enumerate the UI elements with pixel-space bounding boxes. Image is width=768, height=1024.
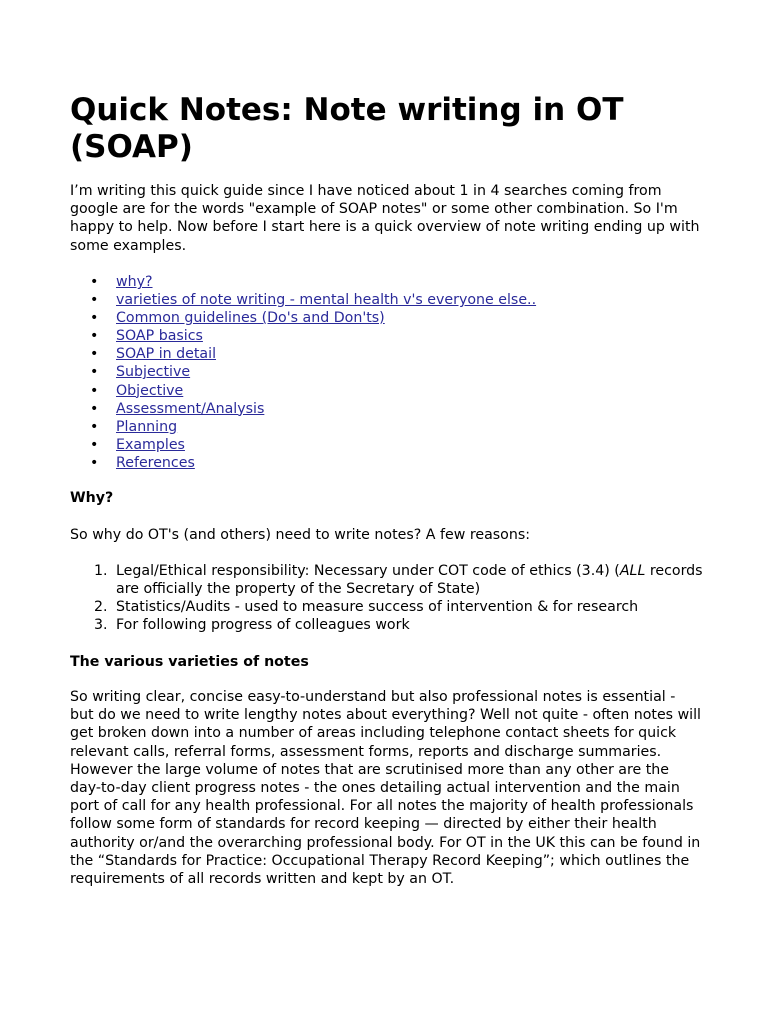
toc-item-examples (70, 436, 710, 454)
reason-number: 1. (94, 563, 108, 579)
reason-text: Legal/Ethical responsibility: Necessary under COT code of ethics (3.4) ( (116, 563, 620, 579)
reasons-list (70, 562, 720, 634)
reason-text: For following progress of colleagues work (116, 617, 410, 634)
page-title: Quick Notes: Note writing in OT (SOAP) (70, 92, 624, 165)
reason-emphasis: ALL (619, 563, 646, 579)
varieties-heading: The various varieties of notes (70, 654, 309, 670)
reason-item (70, 562, 720, 598)
toc-link-soap-basics[interactable]: SOAP basics (116, 328, 203, 345)
toc-link-examples[interactable]: Examples (116, 436, 185, 453)
toc-item-soap-basics (70, 327, 710, 345)
toc-link-varieties[interactable]: varieties of note writing - mental health v's everyone else.. (116, 292, 537, 309)
reason-number: 3. (94, 617, 108, 634)
toc-link-soap-detail[interactable]: SOAP in detail (116, 346, 217, 363)
toc-link-guidelines[interactable]: Common guidelines (Do's and Don'ts) (116, 310, 385, 327)
toc-item-guidelines (70, 309, 710, 327)
toc-item-why (70, 273, 710, 291)
varieties-paragraph: So writing clear, concise easy-to-understand but also professional notes is essential - but do we need to write lengthy notes about everything? Well not quite - often notes will get broken down into a number of areas including telephone contact sheets for quick relevant calls, referral forms, assessment forms, reports and discharge summaries. However the large volume of notes that are scrutinised more than any other are the day-to-day client progress notes - the ones detailing actual intervention and the main port of call for any health professional. For all notes the majority of health professionals follow some form of standards for record keeping — directed by either their health authority or/and the overarching professional body. For OT in the UK this can be found in the “Standards for Practice: Occupational Therapy Record Keeping”; which outlines the requirements of all records written and kept by an OT. (70, 689, 702, 888)
toc-item-assessment (70, 400, 710, 418)
toc-item-planning (70, 418, 710, 436)
reason-number: 2. (94, 599, 108, 616)
why-heading: Why? (70, 490, 114, 506)
reason-item (70, 598, 720, 616)
toc-link-objective[interactable]: Objective (116, 382, 184, 399)
toc-item-references (70, 454, 710, 472)
toc-link-subjective[interactable]: Subjective (116, 364, 191, 381)
toc-item-varieties (70, 291, 710, 309)
toc-item-subjective (70, 363, 710, 381)
reason-item (70, 616, 720, 634)
reason-text: Statistics/Audits - used to measure success of intervention & for research (116, 599, 639, 616)
toc-link-why[interactable]: why? (116, 274, 153, 290)
why-intro: So why do OT's (and others) need to write notes? A few reasons: (70, 527, 531, 543)
toc-link-references[interactable]: References (116, 454, 195, 471)
intro-paragraph: I’m writing this quick guide since I have noticed about 1 in 4 searches coming from google are for the words "example of SOAP notes" or some other combination. So I'm happy to help. Now before I start here is a quick overview of note writing ending up with some examples. (70, 183, 700, 254)
toc-link-planning[interactable]: Planning (116, 418, 178, 435)
table-of-contents (70, 273, 710, 472)
toc-link-assessment[interactable]: Assessment/Analysis (116, 400, 265, 417)
toc-item-soap-detail (70, 345, 710, 363)
toc-item-objective (70, 382, 710, 400)
reason-text-cont: records are officially the property of the Secretary of State) (116, 563, 703, 598)
